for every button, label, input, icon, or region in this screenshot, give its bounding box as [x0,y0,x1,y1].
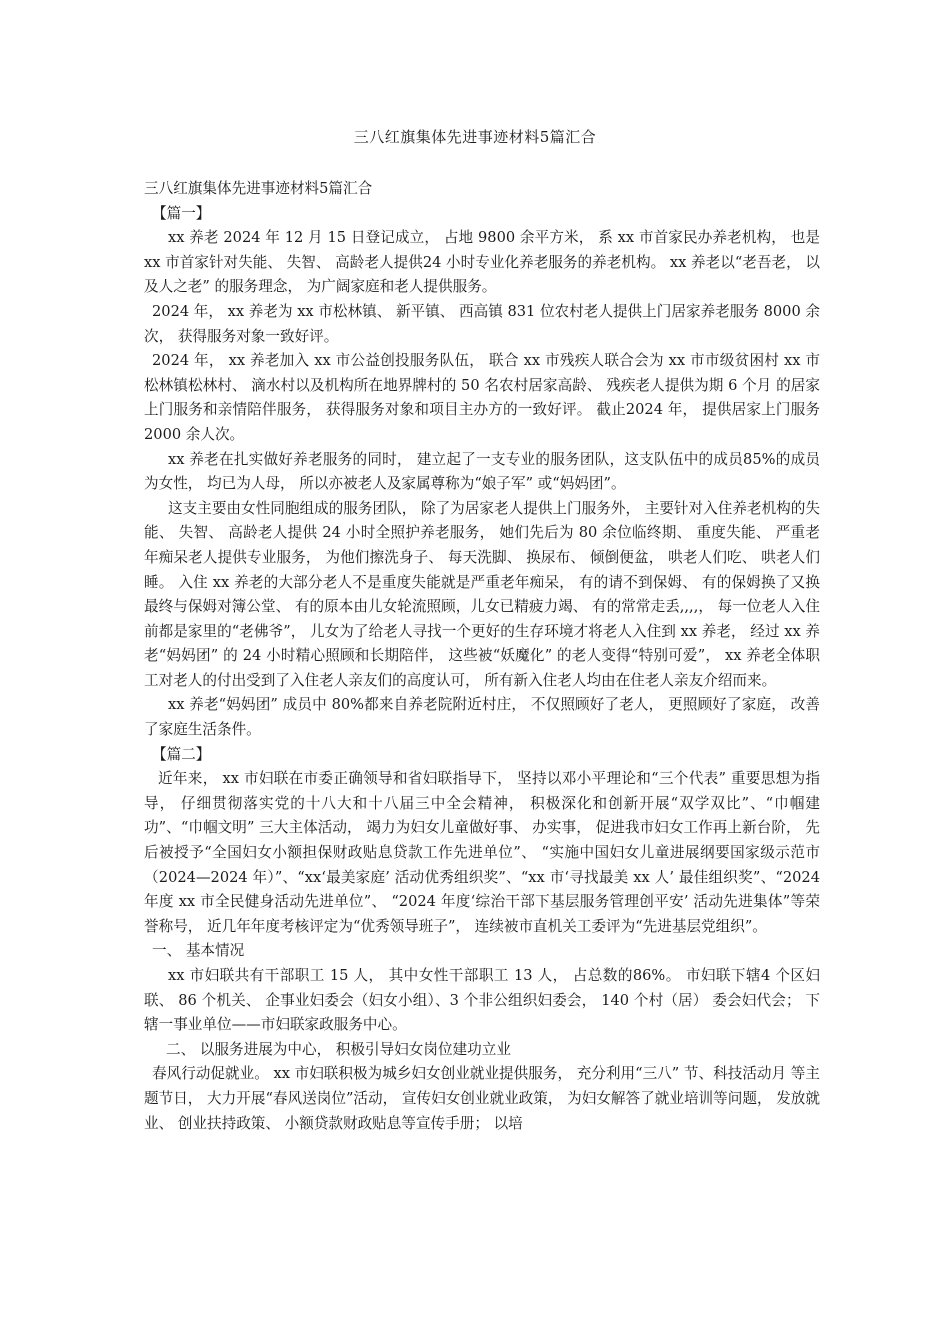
paragraph: xx 养老“妈妈团” 成员中 80%都来自养老院附近村庄， 不仅照顾好了老人， 更照顾好了家庭， 改善了家庭生活条件。 [144,696,820,739]
document-subtitle: 三八红旗集体先进事迹材料5篇汇合 [144,180,373,197]
subheading: 二、 以服务进展为中心， 积极引导妇女岗位建功立业 [166,1040,511,1058]
paragraph: 2024 年， xx 养老为 xx 市松林镇、 新平镇、 西高镇 831 位农村老人提供上门居家养老服务 8000 余次， 获得服务对象一致好评。 [144,302,820,345]
paragraph: 2024 年， xx 养老加入 xx 市公益创投服务队伍， 联合 xx 市残疾人联合会为 xx 市市级贫困村 xx 市松林镇松林村、 滴水村以及机构所在地界牌村的 50 名农村居家高龄、 残疾老人提供为期 6 个月 的居家上门服务和亲情陪伴服务， 获得服务对象和项目主办方的一致好评。 截止2024 年， 提供居家上门服务 2000 余人次。 [144,352,820,443]
document-body [144,177,820,1136]
paragraph: xx 养老在扎实做好养老服务的同时， 建立起了一支专业的服务团队，这支队伍中的成员85%的成员为女性， 均已为人母， 所以亦被老人及家属尊称为“娘子军” 或“妈妈团”。 [144,450,820,493]
paragraph: 这支主要由女性同胞组成的服务团队， 除了为居家老人提供上门服务外， 主要针对入住养老机构的失能、 失智、 高龄老人提供 24 小时全照护养老服务， 她们先后为 80 余位临终期、 重度失能、 严重老年痴呆老人提供专业服务， 为他们擦洗身子、 每天洗脚、 换尿布、 倾倒便盆， 哄老人们吃、 哄老人们睡。 入住 xx 养老的大部分老人不是重度失能就是严重老年痴呆， 有的请不到保姆、 有的保姆换了又换最终与保姆对簿公堂、 有的原本由儿女轮流照顾，儿女已精疲力竭、 有的常常走丢,,,,， 每一位老人入住前都是家里的“老佛爷”， 儿女为了给老人寻找一个更好的生存环境才将老人入住到 xx 养老， 经过 xx 养老“妈妈团” 的 24 小时精心照顾和长期陪伴， 这些被“妖魔化” 的老人变得“特别可爱”， xx 养老全体职工对老人的付出受到了入住老人亲友们的高度认可， 所有新入住老人均由在住老人亲友介绍而来。 [144,499,820,689]
paragraph: 近年来， xx 市妇联在市委正确领导和省妇联指导下， 坚持以邓小平理论和“三个代表” 重要思想为指导， 仔细贯彻落实党的十八大和十八届三中全会精神， 积极深化和创新开展“双学双比”、“巾帼建功”、“巾帼文明” 三大主体活动， 竭力为妇女儿童做好事、 办实事， 促进我市妇女工作再上新台阶， 先后被授予“全国妇女小额担保财政贴息贷款工作先进单位”、 “实施中国妇女儿童进展纲要国家级示范市（2024—2024 年）”、“xx‘最美家庭’ 活动优秀组织奖”、“xx 市‘寻找最美 xx 人’ 最佳组织奖”、“2024 年度 xx 市全民健身活动先进单位”、 “2024 年度‘综治干部下基层服务管理创平安’ 活动先进集体”等荣誉称号， 近几年年度考核评定为“优秀领导班子”， 连续被市直机关工委评为“先进基层党组织”。 [144,770,820,935]
paragraph: 春风行动促就业。 xx 市妇联积极为城乡妇女创业就业提供服务， 充分利用“三八” 节、科技活动月 等主题节日， 大力开展“春风送岗位”活动， 宣传妇女创业就业政策， 为妇女解答了就业培训等问题， 发放就业、 创业扶持政策、 小额贷款财政贴息等宣传手册； 以培 [144,1065,820,1132]
paragraph: xx 市妇联共有干部职工 15 人， 其中女性干部职工 13 人， 占总数的86%。 市妇联下辖4 个区妇联、 86 个机关、 企事业妇委会（妇女小组）、3 个非公组织妇委会， 140 个村（居） 委会妇代会； 下辖一事业单位——市妇联家政服务中心。 [144,967,820,1034]
paragraph: xx 养老 2024 年 12 月 15 日登记成立， 占地 9800 余平方米， 系 xx 市首家民办养老机构， 也是 xx 市首家针对失能、 失智、 高龄老人提供24 小时专业化养老服务的养老机构。 xx 养老以“老吾老， 以及人之老” 的服务理念， 为广阔家庭和老人提供服务。 [144,229,820,296]
subheading: 一、 基本情况 [152,942,245,960]
document-title: 三八红旗集体先进事迹材料5篇汇合 [353,128,597,146]
section-heading-1: 【篇一】 [152,204,211,222]
section-heading-2: 【篇二】 [152,745,211,763]
